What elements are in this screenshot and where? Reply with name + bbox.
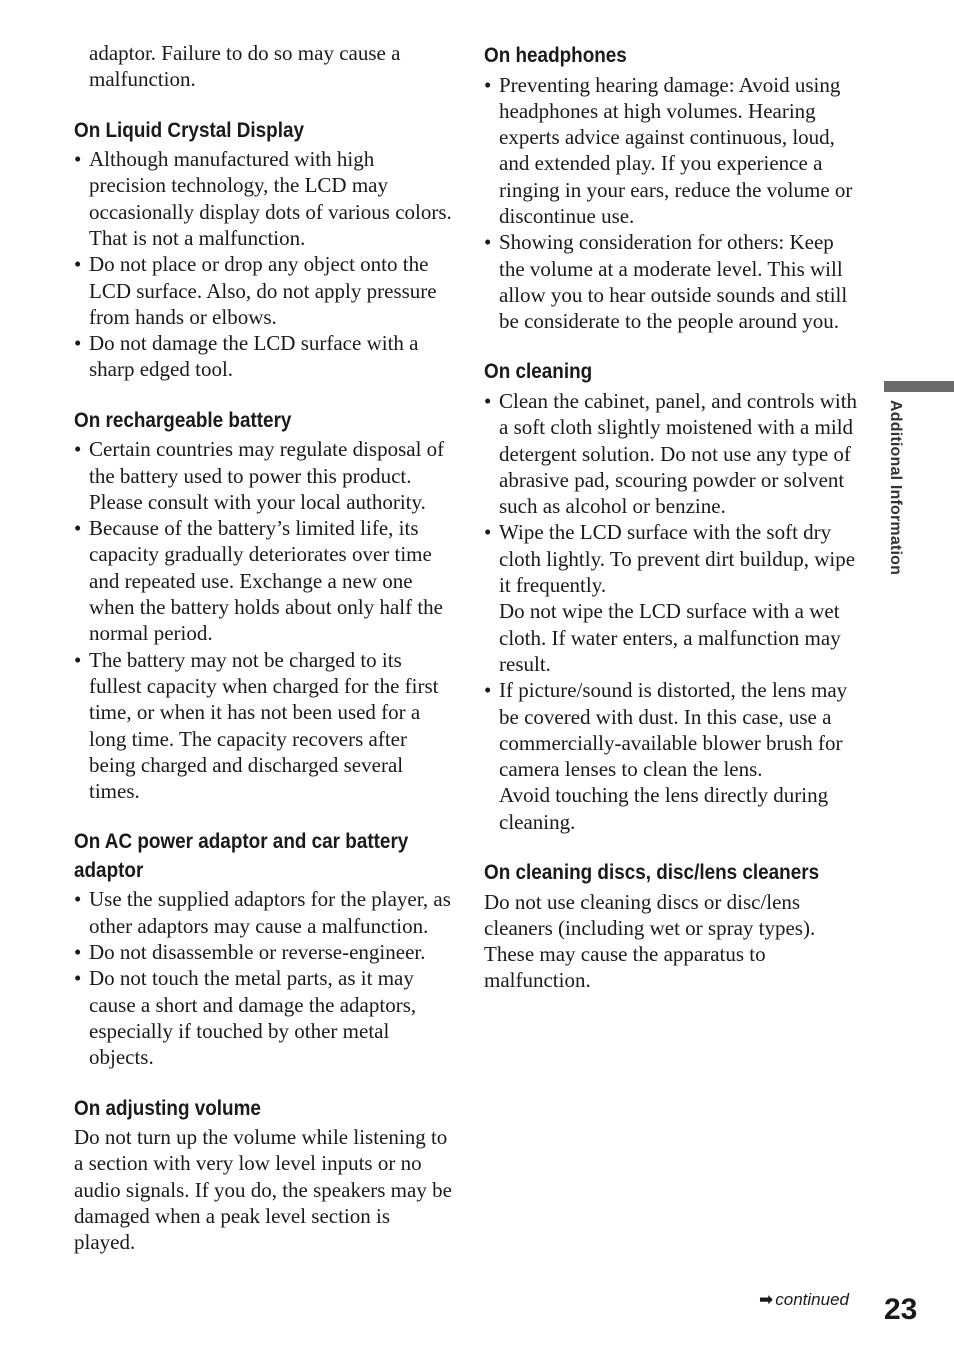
- heading-battery: On rechargeable battery: [74, 408, 292, 432]
- heading-lcd: On Liquid Crystal Display: [74, 118, 305, 142]
- volume-paragraph: Do not turn up the volume while listening to a section with very low level inputs or no audio signals. If you do, the speakers may be damaged when a peak level section is played.: [74, 1125, 452, 1255]
- list-item: • Showing consideration for others: Keep the volume at a moderate level. This will allow you to hear outside sounds and still be considerate to the people around you.: [484, 229, 864, 334]
- continued-indicator: [759, 1290, 849, 1310]
- ac-power-list: [74, 886, 454, 1070]
- list-item: • Use the supplied adaptors for the player, as other adaptors may cause a malfunction.: [74, 886, 454, 939]
- intro-continuation: adaptor. Failure to do so may cause a malfunction.: [89, 41, 401, 92]
- list-item: [484, 519, 864, 677]
- left-column: [74, 40, 454, 1255]
- heading-ac-power: On AC power adaptor and car battery adaptor: [74, 830, 409, 882]
- heading-discs: On cleaning discs, disc/lens cleaners: [484, 861, 820, 885]
- continued-label: continued: [775, 1290, 849, 1309]
- right-arrow-icon: ➡: [759, 1290, 774, 1309]
- list-item-note: Avoid touching the lens directly during cleaning.: [499, 783, 829, 834]
- heading-headphones: On headphones: [484, 44, 627, 67]
- lcd-list: [74, 146, 454, 383]
- list-item: [484, 388, 864, 519]
- list-item: • Because of the battery’s limited life, its capacity gradually deteriorates over time and repeated use. Exchange a new one when the battery holds about only half the normal period.: [74, 515, 454, 646]
- list-item: • Do not damage the LCD surface with a sharp edged tool.: [74, 330, 454, 383]
- section-tab-marker: [884, 381, 954, 392]
- list-item: • Do not touch the metal parts, as it may cause a short and damage the adaptors, especially if touched by other metal objects.: [74, 965, 454, 1070]
- list-item-text: Clean the cabinet, panel, and controls with a soft cloth slightly moistened with a mild detergent solution. Do not use any type of abrasive pad, scouring powder or solvent such as alcohol or benzine.: [499, 388, 858, 519]
- list-item: • Do not place or drop any object onto the LCD surface. Also, do not apply pressure from hands or elbows.: [74, 251, 454, 330]
- cleaning-list: [484, 388, 864, 835]
- right-column: [484, 40, 864, 994]
- section-tab-label: Additional Information: [887, 400, 904, 576]
- discs-paragraph: Do not use cleaning discs or disc/lens cleaners (including wet or spray types). These may cause the apparatus to malfunction.: [484, 889, 816, 993]
- list-item: • Certain countries may regulate disposal of the battery used to power this product. Please consult with your local authority.: [74, 436, 454, 515]
- heading-cleaning: On cleaning: [484, 360, 593, 384]
- list-item: • Although manufactured with high precision technology, the LCD may occasionally display dots of various colors. That is not a malfunction.: [74, 146, 454, 251]
- list-item-note: Do not wipe the LCD surface with a wet cloth. If water enters, a malfunction may result.: [499, 599, 841, 676]
- list-item: • Do not disassemble or reverse-engineer.: [74, 939, 454, 965]
- heading-volume: On adjusting volume: [74, 1096, 261, 1120]
- headphones-list: [484, 72, 864, 335]
- list-item: • Preventing hearing damage: Avoid using headphones at high volumes. Hearing experts advice against continuous, loud, and extended play. If you experience a ringing in your ears, reduce the volume or discontinue use.: [484, 72, 864, 230]
- list-item: • The battery may not be charged to its fullest capacity when charged for the first time, or when it has not been used for a long time. The capacity recovers after being charged and discharged several times.: [74, 647, 454, 805]
- battery-list: [74, 436, 454, 804]
- page-number: 23: [884, 1293, 918, 1326]
- list-item-text: Wipe the LCD surface with the soft dry cloth lightly. To prevent dirt buildup, wipe it frequently.: [499, 520, 856, 598]
- list-item: [484, 677, 864, 835]
- list-item-text: If picture/sound is distorted, the lens may be covered with dust. In this case, use a commercially-available blower brush for camera lenses to clean the lens.: [499, 678, 848, 782]
